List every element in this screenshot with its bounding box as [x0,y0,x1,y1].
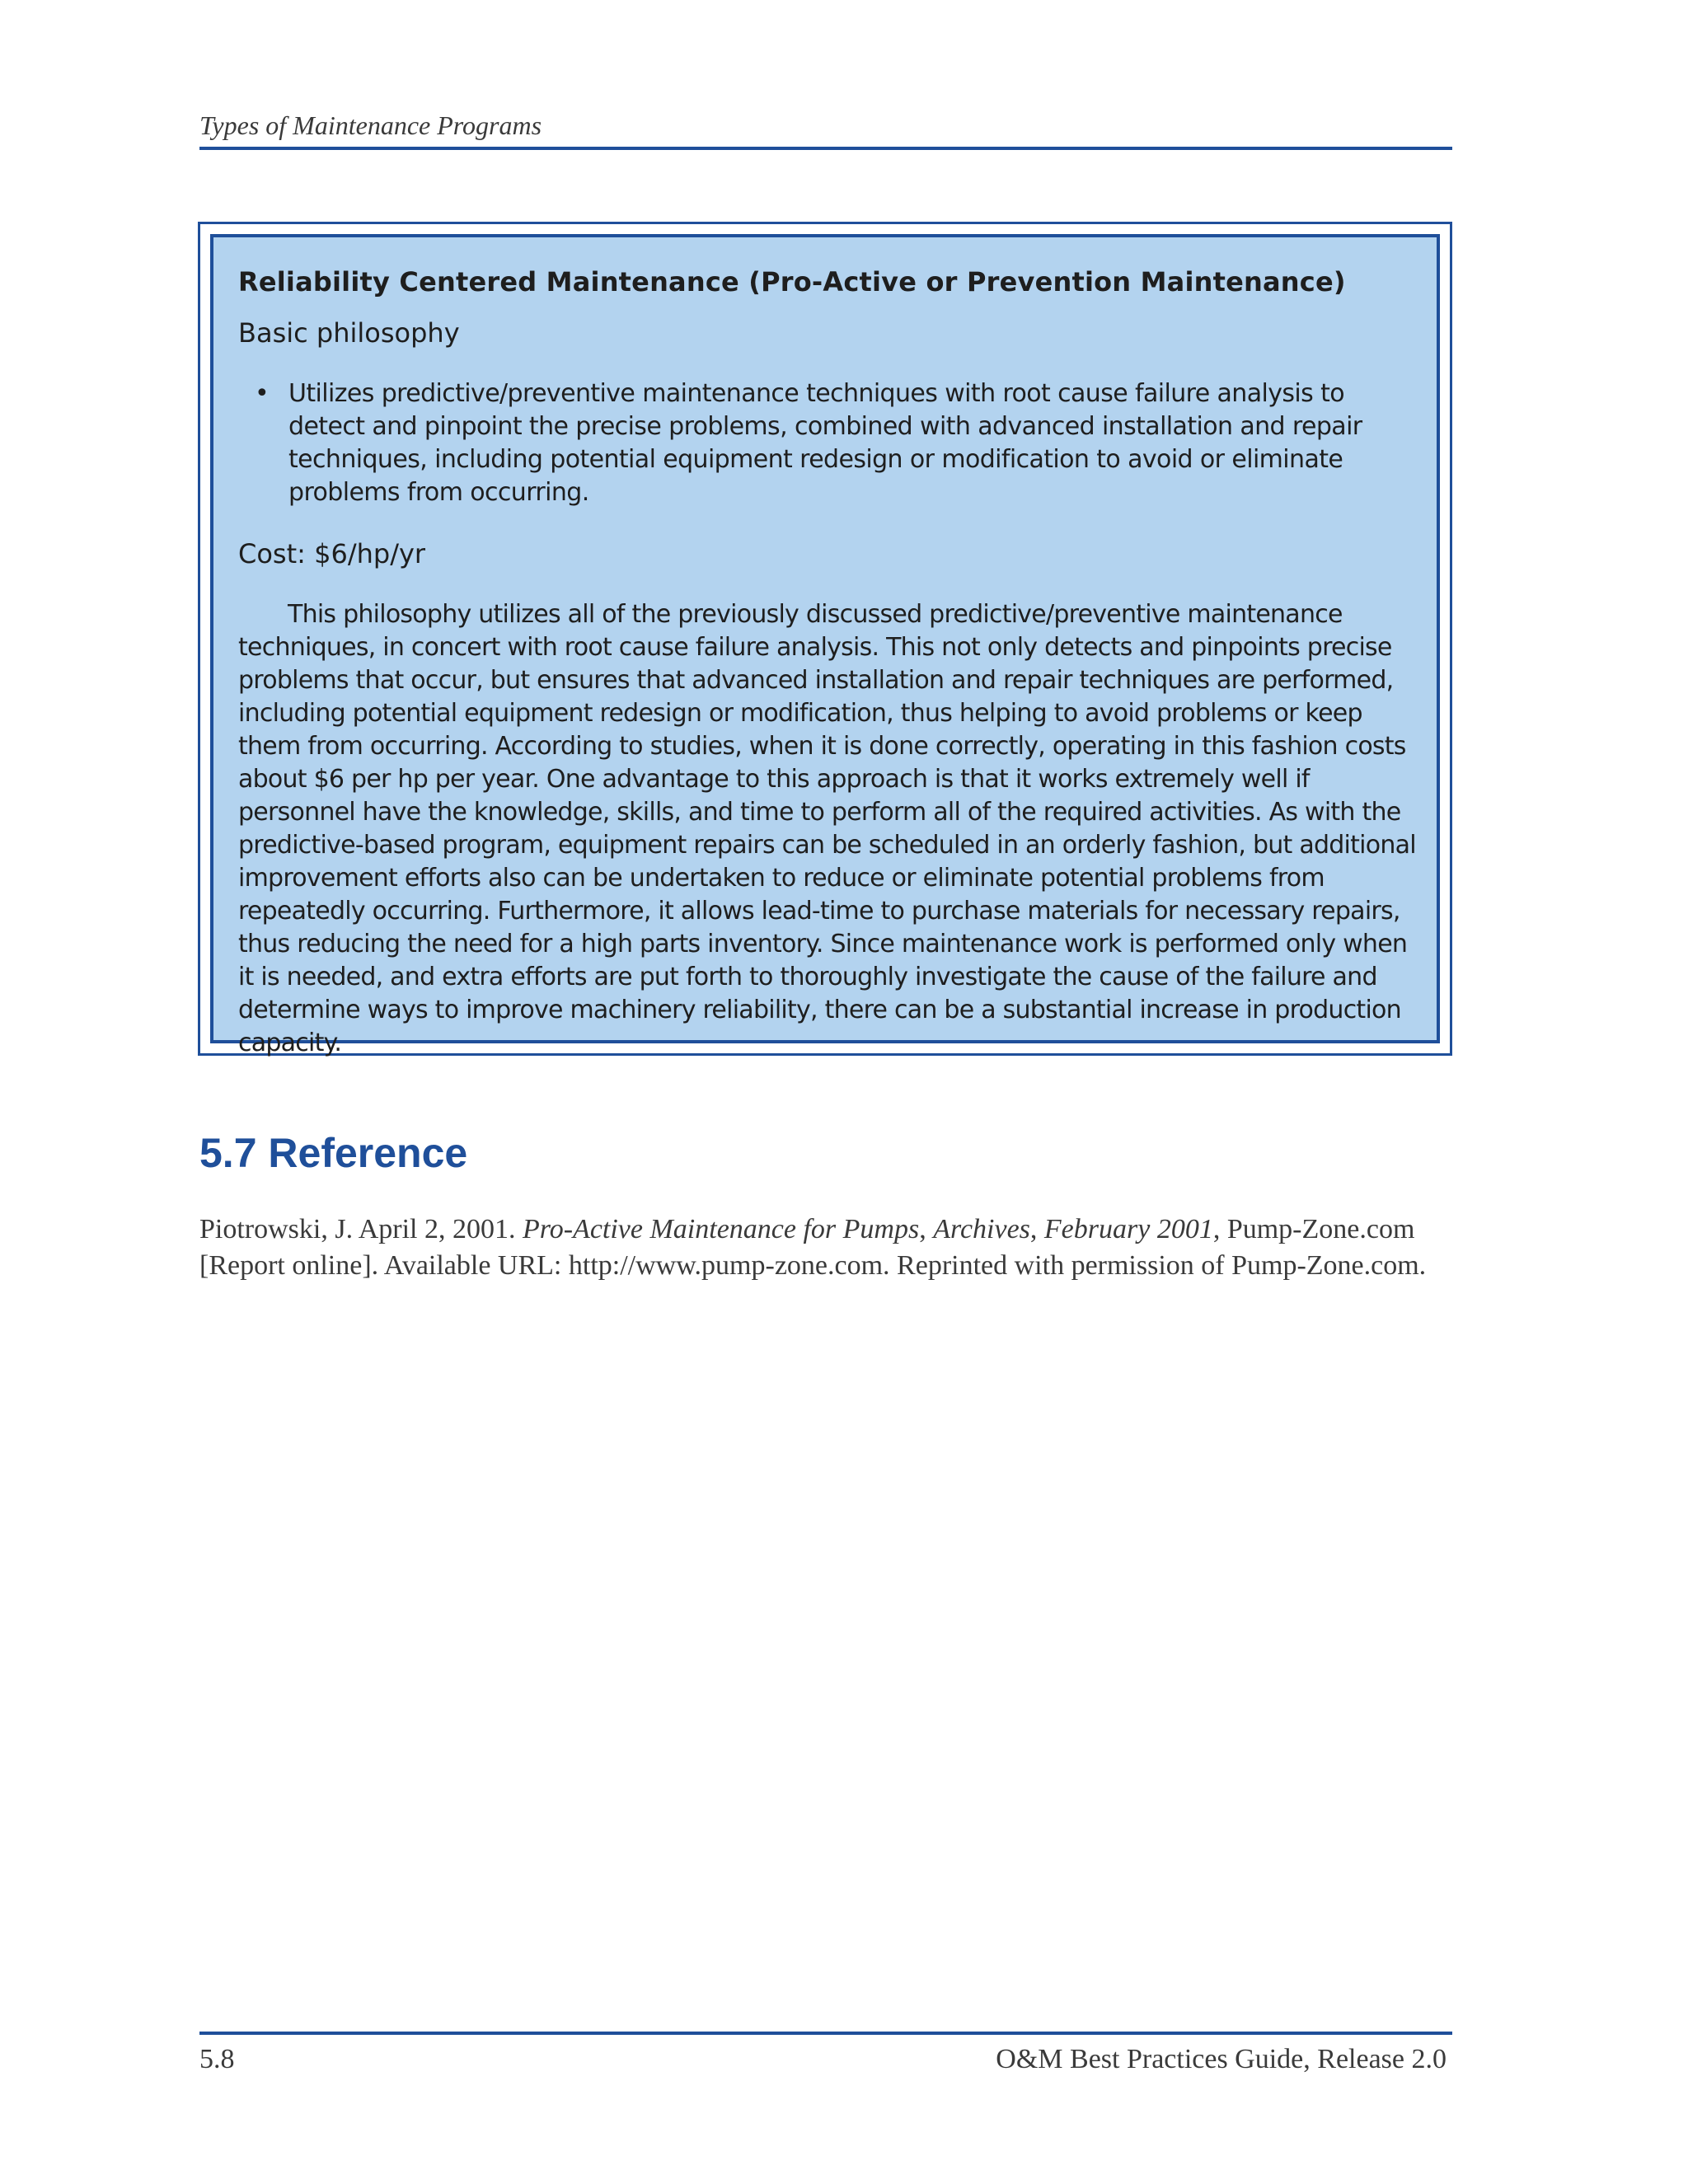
reference-entry [199,1212,1452,1284]
list-item [238,377,1412,509]
header-rule [199,147,1452,150]
reference-date: February 2001 [1043,1214,1213,1244]
callout-title: Reliability Centered Maintenance (Pro-Active or Prevention Maintenance) [238,266,1346,298]
bullet-icon: • [255,379,270,408]
section-heading: 5.7 Reference [199,1130,468,1176]
callout-content [210,234,1440,1057]
page-number: 5.8 [199,2044,235,2074]
reference-archive: Archives [933,1214,1030,1244]
reference-author-date: Piotrowski, J. April 2, 2001. [199,1214,523,1244]
footer-guide-title: O&M Best Practices Guide, Release 2.0 [996,2044,1447,2074]
rcm-callout-box [198,222,1452,1056]
footer-rule [199,2032,1452,2035]
callout-paragraph: This philosophy utilizes all of the previously discussed predictive/preventive maintenance techniques, in concert with root cause failure analysis. This not only detects and pinpoints precise problems that occur, but ensures that advanced installation and repair techniques are performed, including potential equipment redesign or modification, thus helping to avoid problems or keep them from occurring. According to studies, when it is done correctly, operating in this fashion costs about $6 per hp per year. One advantage to this approach is that it works extremely well if personnel have the knowledge, skills, and time to perform all of the required activities. As with the predictive-based program, equipment repairs can be scheduled in an orderly fashion, but additional improvement efforts also can be undertaken to reduce or eliminate potential problems from repeatedly occurring. Furthermore, it allows lead-time to purchase materials for necessary repairs, thus reducing the need for a high parts inventory. Since maintenance work is performed only when it is needed, and extra efforts are put forth to thoroughly investigate the cause of the failure and determine ways to improve machinery reliability, there can be a substantial increase in production capacity. [238,600,1416,1057]
reference-title: Pro-Active Maintenance for Pumps [522,1214,920,1244]
reference-separator: , [1029,1214,1044,1244]
callout-subtitle: Basic philosophy [238,317,460,349]
reference-rest: , Pump-Zone.com [Report online]. Available URL: http://www.pump-zone.com. Reprinted with permission of Pump-Zone.com. [199,1214,1427,1281]
reference-separator: , [919,1214,934,1244]
running-header: Types of Maintenance Programs [199,110,542,140]
bullet-text: Utilizes predictive/preventive maintenance techniques with root cause failure analysis to detect and pinpoint the precise problems, combined with advanced installation and repair techniques, including potential equipment redesign or modification to avoid or eliminate problems from occurring. [288,379,1362,507]
callout-bullet-list [238,377,1412,509]
callout-cost: Cost: $6/hp/yr [238,538,426,569]
